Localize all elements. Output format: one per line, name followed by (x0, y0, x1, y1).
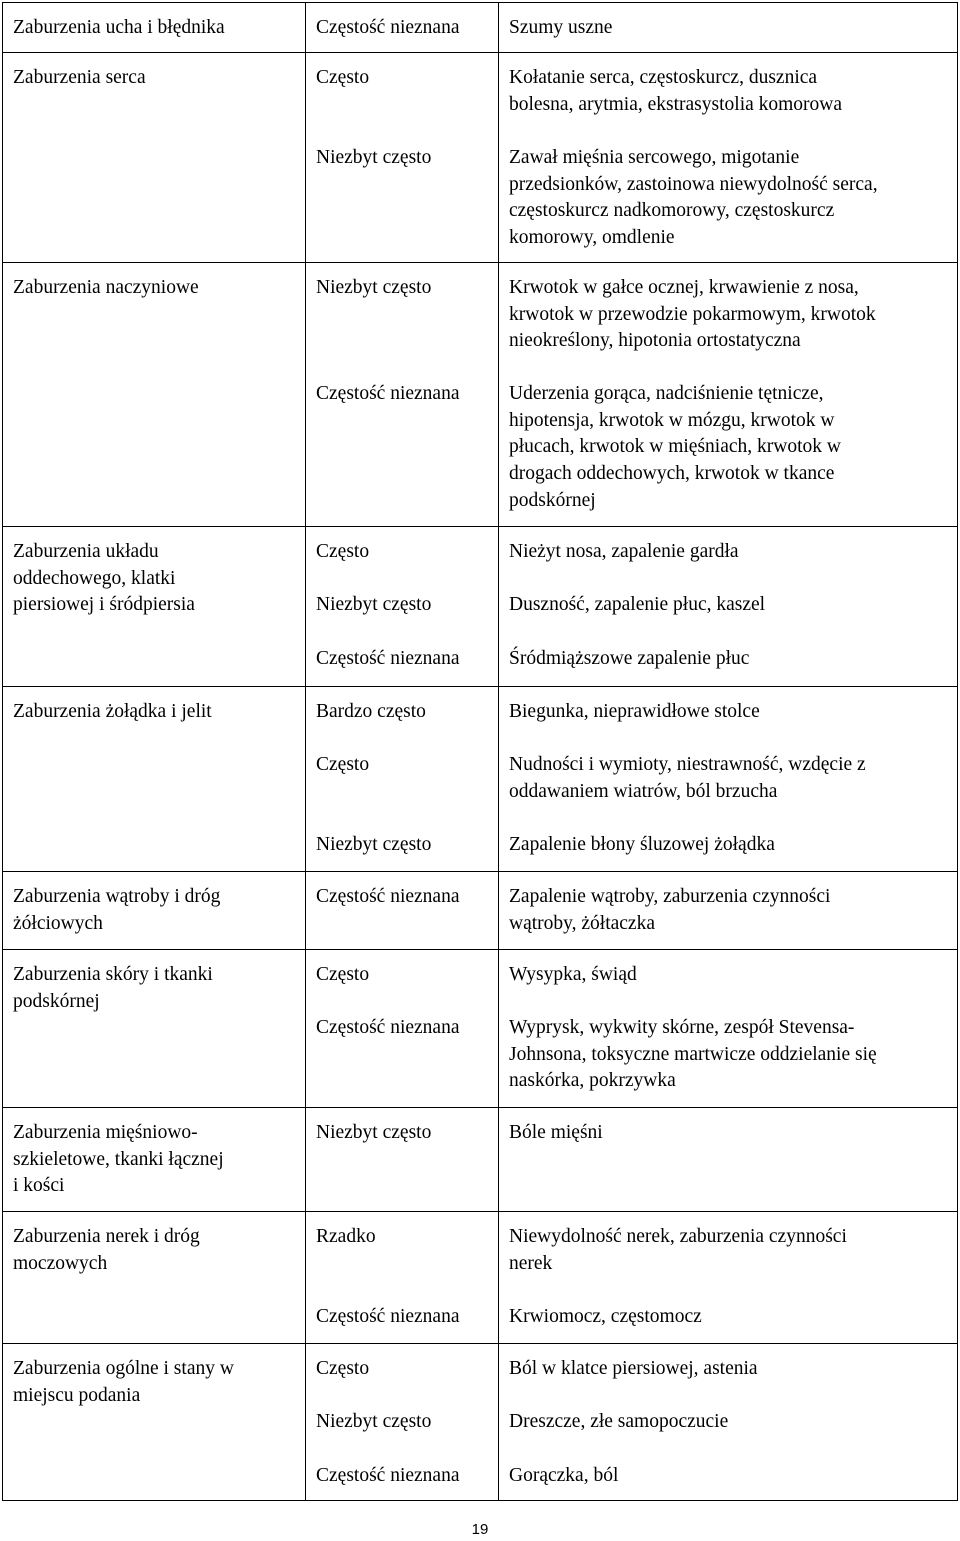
adverse-effect-text: nieokreślony, hipotonia ortostatyczna (509, 330, 801, 352)
organ-class-text: Zaburzenia naczyniowe (13, 277, 199, 298)
adverse-effects-table (2, 2, 958, 1501)
table-body (3, 3, 958, 1501)
organ-class-cell (3, 1344, 306, 1501)
frequency-cell (306, 872, 499, 950)
table-row (3, 527, 958, 687)
page-number: 19 (471, 1521, 489, 1538)
organ-class-text: Zaburzenia skóry i tkanki (13, 964, 213, 985)
adverse-effect-cell (499, 263, 958, 527)
adverse-effect-cell (499, 53, 958, 263)
adverse-effect-cell (499, 3, 958, 53)
frequency-cell (306, 3, 499, 53)
adverse-effect-text: Wysypka, świąd (509, 964, 637, 985)
frequency-cell (306, 1344, 499, 1501)
organ-class-cell (3, 1212, 306, 1344)
adverse-effect-text: bolesna, arytmia, ekstrasystolia komorowa (509, 93, 843, 115)
organ-class-cell (3, 950, 306, 1108)
adverse-effect-text: drogach oddechowych, krwotok w tkance (509, 463, 835, 485)
organ-class-text: Zaburzenia mięśniowo- (13, 1122, 198, 1143)
organ-class-cell (3, 527, 306, 687)
organ-class-cell (3, 872, 306, 950)
organ-class-cell (3, 263, 306, 527)
table-row (3, 872, 958, 950)
adverse-effect-cell (499, 950, 958, 1108)
adverse-effect-text: Zapalenie błony śluzowej żołądka (509, 834, 775, 855)
organ-class-text: Zaburzenia ucha i błędnika (13, 17, 225, 38)
organ-class-text: oddechowego, klatki (13, 567, 176, 589)
organ-class-text: żółciowych (13, 912, 103, 934)
frequency-text: Często (316, 67, 370, 88)
table-row (3, 53, 958, 263)
frequency-text: Niezbyt często (316, 1122, 432, 1143)
frequency-text: Częstość nieznana (316, 1306, 460, 1327)
organ-class-text: Zaburzenia serca (13, 67, 146, 88)
adverse-effect-cell (499, 1212, 958, 1344)
adverse-effect-text: naskórka, pokrzywka (509, 1070, 676, 1092)
frequency-text: Niezbyt często (316, 1411, 432, 1432)
adverse-effect-cell (499, 1344, 958, 1501)
organ-class-cell (3, 53, 306, 263)
frequency-text: Niezbyt często (316, 834, 432, 855)
adverse-effect-text: krwotok w przewodzie pokarmowym, krwotok (509, 303, 876, 325)
adverse-effect-cell (499, 527, 958, 687)
frequency-text: Często (316, 1358, 370, 1379)
table-row (3, 687, 958, 872)
frequency-text: Często (316, 964, 370, 985)
adverse-effect-text: Nieżyt nosa, zapalenie gardła (509, 541, 739, 562)
organ-class-text: podskórnej (13, 990, 100, 1012)
frequency-text: Często (316, 754, 370, 775)
frequency-cell (306, 527, 499, 687)
table-row (3, 3, 958, 53)
adverse-effect-text: Szumy uszne (509, 17, 613, 38)
adverse-effect-text: Wyprysk, wykwity skórne, zespół Stevensa- (509, 1017, 855, 1038)
frequency-text: Częstość nieznana (316, 383, 460, 404)
adverse-effect-text: Bóle mięśni (509, 1122, 603, 1143)
frequency-text: Częstość nieznana (316, 1017, 460, 1038)
adverse-effect-text: przedsionków, zastoinowa niewydolność serca, (509, 173, 878, 195)
organ-class-text: Zaburzenia żołądka i jelit (13, 701, 212, 722)
adverse-effect-text: częstoskurcz nadkomorowy, częstoskurcz (509, 200, 835, 222)
adverse-effect-text: komorowy, omdlenie (509, 227, 675, 249)
organ-class-text: i kości (13, 1175, 65, 1197)
adverse-effect-cell (499, 1108, 958, 1212)
frequency-cell (306, 687, 499, 872)
adverse-effect-text: Kołatanie serca, częstoskurcz, dusznica (509, 67, 818, 88)
adverse-effect-cell (499, 872, 958, 950)
organ-class-text: szkieletowe, tkanki łącznej (13, 1148, 224, 1170)
frequency-cell (306, 1212, 499, 1344)
adverse-effect-cell (499, 687, 958, 872)
adverse-effect-text: Duszność, zapalenie płuc, kaszel (509, 594, 766, 615)
adverse-effect-text: Zawał mięśnia sercowego, migotanie (509, 147, 800, 168)
adverse-effect-text: Gorączka, ból (509, 1465, 619, 1486)
adverse-effect-text: Krwotok w gałce ocznej, krwawienie z nosa, (509, 277, 859, 298)
adverse-effect-text: podskórnej (509, 489, 596, 511)
organ-class-text: moczowych (13, 1252, 108, 1274)
frequency-text: Rzadko (316, 1226, 376, 1247)
organ-class-text: Zaburzenia wątroby i dróg (13, 886, 221, 907)
adverse-effect-text: Niewydolność nerek, zaburzenia czynności (509, 1226, 847, 1247)
frequency-text: Niezbyt często (316, 147, 432, 168)
adverse-effect-text: Johnsona, toksyczne martwicze oddzielanie się (509, 1043, 877, 1065)
frequency-text: Często (316, 541, 370, 562)
frequency-text: Częstość nieznana (316, 648, 460, 669)
adverse-effect-text: wątroby, żółtaczka (509, 912, 655, 934)
adverse-effect-text: Śródmiąższowe zapalenie płuc (509, 648, 750, 669)
adverse-effect-text: Ból w klatce piersiowej, astenia (509, 1358, 758, 1379)
frequency-cell (306, 950, 499, 1108)
frequency-text: Niezbyt często (316, 594, 432, 615)
organ-class-text: Zaburzenia nerek i dróg (13, 1226, 200, 1247)
table-row (3, 1108, 958, 1212)
table-row (3, 1344, 958, 1501)
table-row (3, 263, 958, 527)
organ-class-cell (3, 1108, 306, 1212)
frequency-text: Częstość nieznana (316, 886, 460, 907)
adverse-effect-text: Nudności i wymioty, niestrawność, wzdęcie z (509, 754, 866, 775)
adverse-effect-text: nerek (509, 1252, 553, 1274)
frequency-text: Częstość nieznana (316, 17, 460, 38)
adverse-effect-text: Biegunka, nieprawidłowe stolce (509, 701, 760, 722)
adverse-effect-text: Uderzenia gorąca, nadciśnienie tętnicze, (509, 383, 824, 404)
frequency-cell (306, 263, 499, 527)
adverse-effect-text: hipotensja, krwotok w mózgu, krwotok w (509, 409, 835, 431)
organ-class-text: Zaburzenia ogólne i stany w (13, 1358, 234, 1379)
frequency-text: Niezbyt często (316, 277, 432, 298)
adverse-effect-text: oddawaniem wiatrów, ból brzucha (509, 780, 778, 802)
organ-class-text: miejscu podania (13, 1384, 141, 1406)
organ-class-text: Zaburzenia układu (13, 541, 159, 562)
organ-class-cell (3, 687, 306, 872)
adverse-effect-text: Zapalenie wątroby, zaburzenia czynności (509, 886, 831, 907)
organ-class-cell (3, 3, 306, 53)
frequency-text: Częstość nieznana (316, 1465, 460, 1486)
adverse-effect-text: Krwiomocz, częstomocz (509, 1306, 702, 1327)
frequency-cell (306, 53, 499, 263)
organ-class-text: piersiowej i śródpiersia (13, 594, 195, 616)
table-row (3, 950, 958, 1108)
frequency-cell (306, 1108, 499, 1212)
table-row (3, 1212, 958, 1344)
adverse-effect-text: płucach, krwotok w mięśniach, krwotok w (509, 436, 841, 458)
adverse-effect-text: Dreszcze, złe samopoczucie (509, 1411, 729, 1432)
frequency-text: Bardzo często (316, 701, 426, 722)
